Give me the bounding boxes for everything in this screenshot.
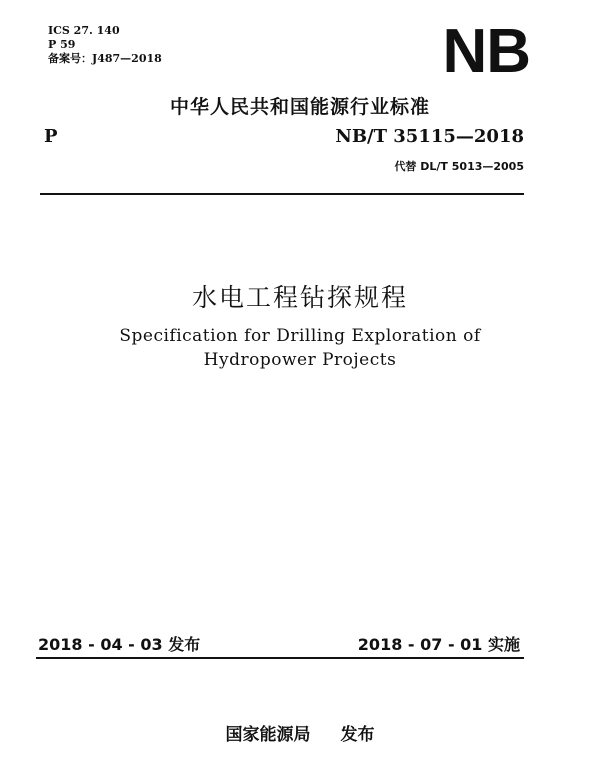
top-divider	[40, 193, 524, 195]
issue-date: 2018 - 04 - 03 发布	[38, 635, 201, 654]
title-english-line2: Hydropower Projects	[203, 350, 397, 370]
title-chinese: 水电工程钻探规程	[191, 283, 408, 312]
publisher-line	[0, 720, 600, 745]
nb-logo: NB	[442, 17, 530, 86]
publisher-org: 国家能源局	[225, 725, 311, 745]
effective-date: 2018 - 07 - 01 实施	[357, 635, 520, 654]
title-english-line1: Specification for Drilling Exploration of	[119, 326, 481, 346]
title-english	[0, 324, 600, 372]
replaces-standard: 代替 DL/T 5013—2005	[394, 160, 524, 173]
industry-standard-heading: 中华人民共和国能源行业标准	[169, 96, 430, 118]
header-metadata	[48, 24, 162, 66]
publisher-action: 发布	[340, 725, 375, 745]
standard-number: NB/T 35115—2018	[335, 126, 524, 147]
filing-number: 备案号：J487—2018	[48, 52, 162, 65]
ics-code: ICS 27. 140	[48, 24, 120, 37]
bottom-divider	[36, 657, 524, 659]
classification-letter: P	[44, 126, 58, 147]
ccs-code: P 59	[48, 38, 76, 51]
